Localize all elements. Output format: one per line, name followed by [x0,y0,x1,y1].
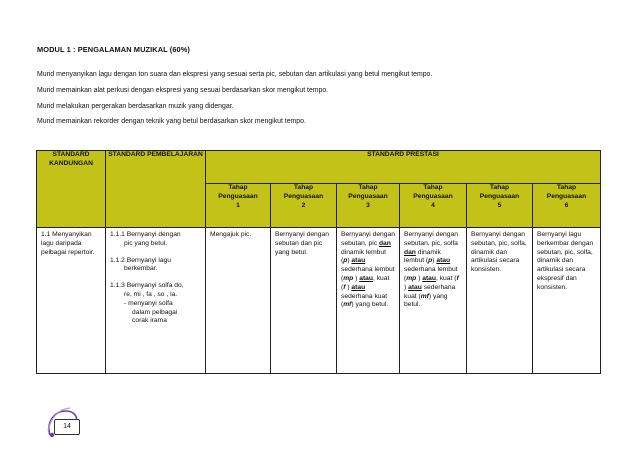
cell-pembelajaran: 1.1.1 Bernyanyi dengan pic yang betul. 1.1.2 Bernyanyi lagu berkembar. 1.1.3 Bernyanyi solfa do, re, mi , fa , so , la. - menyanyi solfa dalam pelbagai corak irama [106,228,206,374]
header-tahap-5: Tahap Penguasaan 5 [467,184,533,228]
header-tahap-1: Tahap Penguasaan 1 [206,184,271,228]
header-tahap-2: Tahap Penguasaan 2 [271,184,337,228]
page-number: 14 [54,419,80,435]
cell-tahap-3: Bernyanyi dengan sebutan, pic dan dinamik lembut (p) atau sederhana lembut (mp ) atau, kuat (f ) atau sederhana kuat (mf) yang betul. [337,228,400,374]
objective-4: Murid memainkan rekorder dengan teknik yang betul berdasarkan skor mengikut tempo. [37,118,306,125]
header-standard-prestasi: STANDARD PRESTASI [206,151,601,184]
page-footer-ornament [44,405,90,441]
cell-tahap-6: Bernyanyi lagu berkembar dengan sebutan, pic, solfa, dinamik dan artikulasi secara ekspresif dan konsisten. [533,228,601,374]
standards-table [36,150,601,374]
cell-kandungan: 1.1 Menyanyikan lagu daripada pelbagai repertoir. [37,228,106,374]
objective-1: Murid menyanyikan lagu dengan ton suara dan ekspresi yang sesuai serta pic, sebutan dan artikulasi yang betul mengikut tempo. [37,71,433,78]
cell-tahap-4: Bernyanyi dengan sebutan, pic, solfa dan dinamik lembut (p) atau sederhana lembut (mp ) atau, kuat (f ) atau sederhana kuat (mf) yang betul. [400,228,467,374]
objective-2: Murid memainkan alat perkusi dengan ekspresi yang sesuai berdasarkan skor mengikut tempo. [37,87,329,94]
cell-tahap-1: Mengajuk pic. [206,228,271,374]
header-tahap-4: Tahap Penguasaan 4 [400,184,467,228]
header-tahap-6: Tahap Penguasaan 6 [533,184,601,228]
cell-tahap-2: Bernyanyi dengan sebutan dan pic yang betul. [271,228,337,374]
cell-tahap-5: Bernyanyi dengan sebutan, pic, solfa, dinamik dan artikulasi secara konsisten. [467,228,533,374]
header-tahap-3: Tahap Penguasaan 3 [337,184,400,228]
module-title: MODUL 1 : PENGALAMAN MUZIKAL (60%) [37,45,190,54]
header-standard-kandungan: STANDARD KANDUNGAN [37,151,106,228]
objective-3: Murid melakukan pergerakan berdasarkan muzik yang didengar. [37,103,234,110]
header-standard-pembelajaran: STANDARD PEMBELAJARAN [106,151,206,228]
